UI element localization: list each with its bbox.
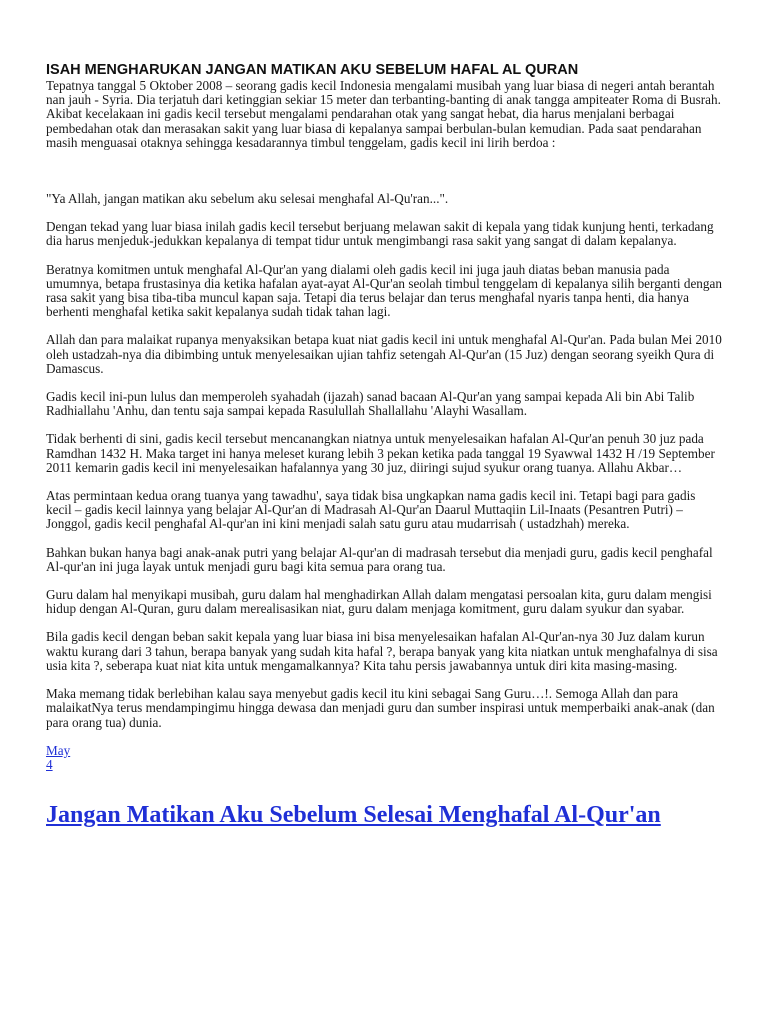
- post-date-day-link[interactable]: 4: [46, 757, 53, 773]
- paragraph-closing: Maka memang tidak berlebihan kalau saya menyebut gadis kecil itu kini sebagai Sang Guru…!. Semoga Allah dan para malaikatNya terus mendampingimu hingga dewasa dan menjadi guru dan sumber inspirasi untuk memperbaiki anak-anak (dan para orang tua) dunia.: [46, 686, 715, 730]
- article-headline: ISAH MENGHARUKAN JANGAN MATIKAN AKU SEBELUM HAFAL AL QURAN: [46, 62, 579, 78]
- paragraph-prayer: "Ya Allah, jangan matikan aku sebelum aku selesai menghafal Al-Qu'ran...".: [46, 191, 449, 207]
- paragraph: Gadis kecil ini-pun lulus dan memperoleh syahadah (ijazah) sanad bacaan Al-Qur'an yang sampai kepada Ali bin Abi Talib Radhiallahu 'Anhu, dan tentu saja sampai kepada Rasulullah Shallallahu 'Alayhi Wasallam.: [46, 389, 695, 419]
- paragraph: Atas permintaan kedua orang tuanya yang tawadhu', saya tidak bisa ungkapkan nama gadis kecil ini. Tetapi bagi para gadis kecil – gadis kecil lainnya yang belajar Al-Qur'an di Madrasah Al-Qur'an Daarul Muttaqiin Lil-Inaats (Pesantren Putri) – Jonggol, gadis kecil penghafal Al-qur'an ini kini menjadi salah satu guru atau mudarrisah ( ustadzhah) mereka.: [46, 488, 696, 532]
- post-date-month-link[interactable]: May: [46, 742, 71, 758]
- paragraph: Tidak berhenti di sini, gadis kecil tersebut mencanangkan niatnya untuk menyelesaikan hafalan Al-Qur'an penuh 30 juz pada Ramdhan 1432 H. Maka target ini hanya meleset kurang lebih 3 pekan ketika pada tanggal 19 Syawwal 1432 H /19 September 2011 kemarin gadis kecil ini menyelesaikan hafalannya yang 30 juz, diiringi sujud syukur orang tuanya. Allahu Akbar…: [46, 431, 715, 475]
- paragraph: Guru dalam hal menyikapi musibah, guru dalam hal menghadirkan Allah dalam mengatasi persoalan kita, guru dalam mengisi hidup dengan Al-Quran, guru dalam merealisasikan niat, guru dalam menjaga komitment, guru dalam syukur dan syabar.: [46, 587, 712, 617]
- post-title-link[interactable]: Jangan Matikan Aku Sebelum Selesai Menghafal Al-Qur'an: [46, 801, 661, 828]
- blank-spacer: [46, 150, 722, 192]
- paragraph: Dengan tekad yang luar biasa inilah gadis kecil tersebut berjuang melawan sakit di kepala yang tidak kunjung henti, terkadang dia harus menjeduk-jedukkan kepalanya di tempat tidur untuk mengimbangi rasa sakit yang sangat di dalam kepalanya.: [46, 219, 714, 249]
- paragraph: Bila gadis kecil dengan beban sakit kepala yang luar biasa ini bisa menyelesaikan hafalan Al-Qur'an-nya 30 Juz dalam kurun waktu kurang dari 3 tahun, berapa banyak yang sudah kita hafal ?, berapa banyak yang kita niatkan untuk menghafalnya di sisa usia kita ?, seberapa kuat niat kita untuk mengamalkannya? Kita tahu persis jawabannya untuk diri kita masing-masing.: [46, 629, 718, 673]
- paragraph: Bahkan bukan hanya bagi anak-anak putri yang belajar Al-qur'an di madrasah tersebut dia menjadi guru, gadis kecil penghafal Al-qur'an ini juga layak untuk menjadi guru bagi kita semua para orang tua.: [46, 544, 713, 574]
- article-container: [46, 62, 722, 829]
- paragraph: Allah dan para malaikat rupanya menyaksikan betapa kuat niat gadis kecil ini untuk menghafal Al-Qur'an. Pada bulan Mei 2010 oleh ustadzah-nya dia dibimbing untuk menyelesaikan ujian tahfiz setengah Al-Qur'an (15 Juz) dengan seorang syeikh Qura di Damascus.: [46, 332, 722, 376]
- paragraph: Beratnya komitmen untuk menghafal Al-Qur'an yang dialami oleh gadis kecil ini juga jauh diatas beban manusia pada umumnya, betapa frustasinya dia ketika hafalan ayat-ayat Al-Qur'an seolah timbul tenggelam di kepalanya silih berganti dengan rasa sakit yang bisa tiba-tiba muncul kapan saja. Tetapi dia terus belajar dan terus menghafal nyaris tanpa henti, dia hanya berhenti menghafal ketika sakit kepalanya sudah tidak tahan lagi.: [46, 261, 722, 320]
- paragraph-intro: Tepatnya tanggal 5 Oktober 2008 – seorang gadis kecil Indonesia mengalami musibah yang luar biasa di negeri antah berantah nan jauh - Syria. Dia terjatuh dari ketinggian sekiar 15 meter dan terbanting-banting di anak tangga ampiteater Roma di Busrah. Akibat kecelakaan ini gadis kecil tersebut mengalami pendarahan otak yang sangat hebat, dia harus menjalani berbagai pembedahan otak dan merasakan sakit yang luar biasa di kepalanya sampai berbulan-bulan kemudian. Pada saat pendarahan masih menguasai otaknya sehingga kesadarannya timbul tenggelam, gadis kecil ini lirih berdoa :: [46, 78, 721, 150]
